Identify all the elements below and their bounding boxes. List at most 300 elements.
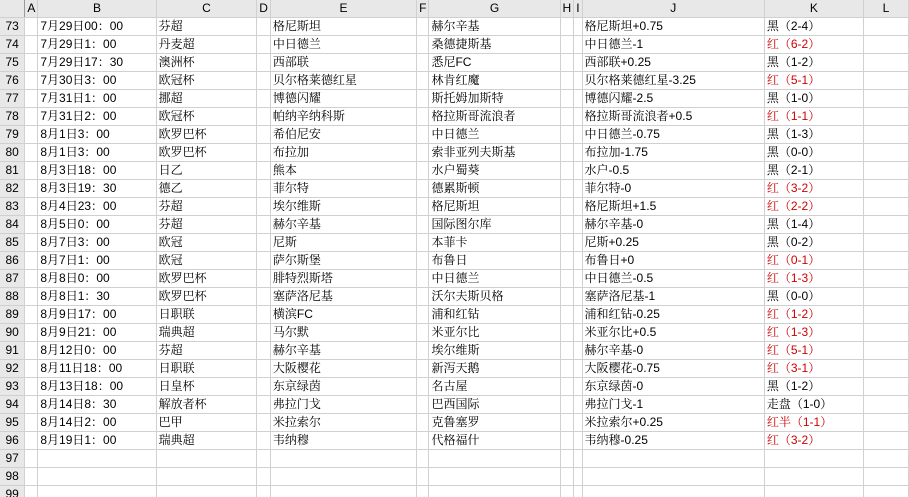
cell-H[interactable] (560, 342, 574, 360)
table-row[interactable] (0, 270, 909, 288)
cell-home-team[interactable]: 马尔默 (270, 324, 416, 342)
column-header-J[interactable]: J (582, 0, 764, 18)
cell-A[interactable] (25, 216, 38, 234)
cell-away-team[interactable]: 中日德兰 (429, 270, 560, 288)
cell-handicap[interactable]: 布鲁日+0 (582, 252, 764, 270)
table-row[interactable] (0, 396, 909, 414)
cell-date[interactable]: 8月13日18：00 (38, 378, 156, 396)
cell-handicap[interactable]: 塞萨洛尼基-1 (582, 288, 764, 306)
cell-F[interactable] (417, 396, 429, 414)
cell-F[interactable] (417, 432, 429, 450)
select-all-corner[interactable] (0, 0, 25, 18)
table-row[interactable] (0, 450, 909, 468)
cell-home-team[interactable]: 熊本 (270, 162, 416, 180)
cell-handicap[interactable]: 菲尔特-0 (582, 180, 764, 198)
row-header[interactable]: 83 (0, 198, 25, 216)
cell-I[interactable] (574, 288, 582, 306)
cell-I[interactable] (574, 270, 582, 288)
cell-H[interactable] (560, 270, 574, 288)
cell-league[interactable]: 挪超 (156, 90, 257, 108)
cell-away-team[interactable]: 斯托姆加斯特 (429, 90, 560, 108)
cell-I[interactable] (574, 144, 582, 162)
cell-away-team[interactable]: 新泻天鹅 (429, 360, 560, 378)
cell-D[interactable] (257, 450, 271, 468)
table-row[interactable] (0, 72, 909, 90)
cell-D[interactable] (257, 180, 271, 198)
cell-league[interactable]: 日乙 (156, 162, 257, 180)
cell-date[interactable]: 8月14日2：00 (38, 414, 156, 432)
cell-H[interactable] (560, 162, 574, 180)
cell-L[interactable] (863, 306, 908, 324)
cell-home-team[interactable]: 东京绿茵 (270, 378, 416, 396)
cell-date[interactable] (38, 468, 156, 486)
cell-result[interactable]: 红（1-1） (764, 108, 863, 126)
cell-F[interactable] (417, 270, 429, 288)
column-header-L[interactable]: L (863, 0, 908, 18)
cell-I[interactable] (574, 360, 582, 378)
cell-result[interactable] (764, 468, 863, 486)
cell-date[interactable]: 8月4日23：00 (38, 198, 156, 216)
cell-F[interactable] (417, 288, 429, 306)
column-header-A[interactable]: A (25, 0, 38, 18)
cell-D[interactable] (257, 144, 271, 162)
table-row[interactable] (0, 288, 909, 306)
cell-handicap[interactable]: 弗拉门戈-1 (582, 396, 764, 414)
cell-D[interactable] (257, 396, 271, 414)
cell-result[interactable]: 红半（1-1） (764, 414, 863, 432)
row-header[interactable]: 86 (0, 252, 25, 270)
cell-league[interactable]: 德乙 (156, 180, 257, 198)
cell-D[interactable] (257, 342, 271, 360)
cell-handicap[interactable]: 贝尔格莱德红星-3.25 (582, 72, 764, 90)
cell-H[interactable] (560, 90, 574, 108)
cell-I[interactable] (574, 378, 582, 396)
cell-H[interactable] (560, 54, 574, 72)
cell-D[interactable] (257, 486, 271, 497)
cell-date[interactable]: 8月1日3：00 (38, 126, 156, 144)
cell-I[interactable] (574, 180, 582, 198)
cell-handicap[interactable]: 格尼斯坦+0.75 (582, 18, 764, 36)
cell-league[interactable]: 瑞典超 (156, 324, 257, 342)
row-header[interactable]: 80 (0, 144, 25, 162)
cell-L[interactable] (863, 126, 908, 144)
cell-L[interactable] (863, 180, 908, 198)
cell-away-team[interactable]: 米亚尔比 (429, 324, 560, 342)
cell-I[interactable] (574, 432, 582, 450)
row-header[interactable]: 75 (0, 54, 25, 72)
cell-home-team[interactable]: 埃尔维斯 (270, 198, 416, 216)
cell-date[interactable]: 7月31日1：00 (38, 90, 156, 108)
cell-result[interactable]: 红（6-2） (764, 36, 863, 54)
cell-home-team[interactable]: 赫尔辛基 (270, 216, 416, 234)
table-row[interactable] (0, 324, 909, 342)
cell-date[interactable]: 8月7日3：00 (38, 234, 156, 252)
cell-result[interactable]: 红（0-1） (764, 252, 863, 270)
row-header[interactable]: 98 (0, 468, 25, 486)
cell-date[interactable]: 8月14日8：30 (38, 396, 156, 414)
cell-A[interactable] (25, 360, 38, 378)
cell-A[interactable] (25, 450, 38, 468)
cell-D[interactable] (257, 90, 271, 108)
column-header-H[interactable]: H (560, 0, 574, 18)
table-row[interactable] (0, 360, 909, 378)
cell-handicap[interactable] (582, 468, 764, 486)
cell-result[interactable]: 红（1-3） (764, 270, 863, 288)
cell-A[interactable] (25, 486, 38, 497)
table-row[interactable] (0, 306, 909, 324)
cell-date[interactable]: 7月29日17：30 (38, 54, 156, 72)
cell-league[interactable]: 欧罗巴杯 (156, 270, 257, 288)
cell-home-team[interactable]: 赫尔辛基 (270, 342, 416, 360)
cell-H[interactable] (560, 486, 574, 497)
cell-handicap[interactable]: 中日德兰-0.75 (582, 126, 764, 144)
table-row[interactable] (0, 234, 909, 252)
cell-D[interactable] (257, 468, 271, 486)
cell-date[interactable]: 8月9日17：00 (38, 306, 156, 324)
cell-date[interactable]: 8月19日1：00 (38, 432, 156, 450)
cell-I[interactable] (574, 396, 582, 414)
cell-handicap[interactable]: 格尼斯坦+1.5 (582, 198, 764, 216)
cell-L[interactable] (863, 432, 908, 450)
cell-league[interactable]: 芬超 (156, 198, 257, 216)
cell-handicap[interactable]: 赫尔辛基-0 (582, 216, 764, 234)
cell-F[interactable] (417, 378, 429, 396)
cell-L[interactable] (863, 162, 908, 180)
row-header[interactable]: 78 (0, 108, 25, 126)
cell-result[interactable]: 红（3-2） (764, 432, 863, 450)
table-row[interactable] (0, 252, 909, 270)
row-header[interactable]: 76 (0, 72, 25, 90)
cell-handicap[interactable]: 赫尔辛基-0 (582, 342, 764, 360)
cell-F[interactable] (417, 162, 429, 180)
cell-away-team[interactable]: 名古屋 (429, 378, 560, 396)
cell-handicap[interactable]: 韦纳穆-0.25 (582, 432, 764, 450)
cell-home-team[interactable] (270, 486, 416, 497)
cell-I[interactable] (574, 486, 582, 497)
cell-home-team[interactable]: 腓特烈斯塔 (270, 270, 416, 288)
cell-league[interactable]: 欧冠 (156, 234, 257, 252)
table-row[interactable] (0, 342, 909, 360)
cell-A[interactable] (25, 90, 38, 108)
cell-result[interactable] (764, 486, 863, 497)
cell-D[interactable] (257, 414, 271, 432)
cell-I[interactable] (574, 198, 582, 216)
cell-F[interactable] (417, 450, 429, 468)
cell-F[interactable] (417, 108, 429, 126)
cell-league[interactable]: 欧罗巴杯 (156, 144, 257, 162)
cell-L[interactable] (863, 324, 908, 342)
cell-result[interactable]: 红（3-2） (764, 180, 863, 198)
cell-home-team[interactable]: 大阪樱花 (270, 360, 416, 378)
cell-A[interactable] (25, 126, 38, 144)
table-row[interactable] (0, 432, 909, 450)
cell-date[interactable]: 8月8日1：30 (38, 288, 156, 306)
cell-L[interactable] (863, 90, 908, 108)
row-header[interactable]: 90 (0, 324, 25, 342)
cell-H[interactable] (560, 468, 574, 486)
cell-F[interactable] (417, 180, 429, 198)
cell-D[interactable] (257, 54, 271, 72)
row-header[interactable]: 97 (0, 450, 25, 468)
cell-league[interactable]: 解放者杯 (156, 396, 257, 414)
cell-I[interactable] (574, 162, 582, 180)
cell-I[interactable] (574, 450, 582, 468)
table-row[interactable] (0, 144, 909, 162)
table-row[interactable] (0, 18, 909, 36)
cell-L[interactable] (863, 198, 908, 216)
cell-handicap[interactable]: 米拉索尔+0.25 (582, 414, 764, 432)
cell-H[interactable] (560, 198, 574, 216)
cell-league[interactable]: 欧冠杯 (156, 72, 257, 90)
cell-away-team[interactable]: 巴西国际 (429, 396, 560, 414)
cell-away-team[interactable]: 悉尼FC (429, 54, 560, 72)
cell-H[interactable] (560, 324, 574, 342)
cell-result[interactable]: 黑（2-1） (764, 162, 863, 180)
cell-result[interactable]: 红（1-3） (764, 324, 863, 342)
cell-H[interactable] (560, 306, 574, 324)
cell-A[interactable] (25, 144, 38, 162)
cell-result[interactable]: 黑（1-2） (764, 54, 863, 72)
cell-D[interactable] (257, 36, 271, 54)
cell-I[interactable] (574, 234, 582, 252)
table-row[interactable] (0, 180, 909, 198)
cell-league[interactable]: 巴甲 (156, 414, 257, 432)
cell-date[interactable]: 8月3日18：00 (38, 162, 156, 180)
cell-L[interactable] (863, 414, 908, 432)
cell-I[interactable] (574, 108, 582, 126)
cell-H[interactable] (560, 396, 574, 414)
cell-home-team[interactable]: 横滨FC (270, 306, 416, 324)
cell-H[interactable] (560, 18, 574, 36)
table-row[interactable] (0, 198, 909, 216)
cell-A[interactable] (25, 324, 38, 342)
cell-D[interactable] (257, 378, 271, 396)
cell-D[interactable] (257, 324, 271, 342)
cell-handicap[interactable]: 布拉加-1.75 (582, 144, 764, 162)
cell-result[interactable]: 黑（0-2） (764, 234, 863, 252)
cell-L[interactable] (863, 486, 908, 497)
cell-A[interactable] (25, 198, 38, 216)
cell-result[interactable] (764, 450, 863, 468)
cell-D[interactable] (257, 432, 271, 450)
cell-I[interactable] (574, 126, 582, 144)
row-header[interactable]: 89 (0, 306, 25, 324)
cell-league[interactable]: 澳洲杯 (156, 54, 257, 72)
cell-D[interactable] (257, 270, 271, 288)
cell-A[interactable] (25, 342, 38, 360)
cell-home-team[interactable] (270, 468, 416, 486)
cell-L[interactable] (863, 342, 908, 360)
cell-I[interactable] (574, 72, 582, 90)
cell-L[interactable] (863, 396, 908, 414)
cell-L[interactable] (863, 288, 908, 306)
cell-I[interactable] (574, 324, 582, 342)
cell-L[interactable] (863, 108, 908, 126)
cell-D[interactable] (257, 288, 271, 306)
row-header[interactable]: 93 (0, 378, 25, 396)
cell-away-team[interactable]: 埃尔维斯 (429, 342, 560, 360)
cell-L[interactable] (863, 216, 908, 234)
table-row[interactable] (0, 90, 909, 108)
cell-home-team[interactable]: 韦纳穆 (270, 432, 416, 450)
cell-home-team[interactable]: 菲尔特 (270, 180, 416, 198)
cell-home-team[interactable]: 布拉加 (270, 144, 416, 162)
cell-handicap[interactable]: 米亚尔比+0.5 (582, 324, 764, 342)
cell-handicap[interactable]: 大阪樱花-0.75 (582, 360, 764, 378)
cell-H[interactable] (560, 234, 574, 252)
cell-F[interactable] (417, 342, 429, 360)
table-row[interactable] (0, 162, 909, 180)
cell-A[interactable] (25, 108, 38, 126)
cell-result[interactable]: 红（5-1） (764, 72, 863, 90)
cell-H[interactable] (560, 126, 574, 144)
cell-away-team[interactable]: 克鲁塞罗 (429, 414, 560, 432)
cell-date[interactable] (38, 450, 156, 468)
cell-away-team[interactable]: 格尼斯坦 (429, 198, 560, 216)
cell-home-team[interactable]: 格尼斯坦 (270, 18, 416, 36)
cell-L[interactable] (863, 270, 908, 288)
cell-A[interactable] (25, 54, 38, 72)
cell-F[interactable] (417, 414, 429, 432)
cell-home-team[interactable]: 米拉索尔 (270, 414, 416, 432)
cell-H[interactable] (560, 378, 574, 396)
cell-H[interactable] (560, 432, 574, 450)
cell-F[interactable] (417, 72, 429, 90)
cell-I[interactable] (574, 36, 582, 54)
cell-date[interactable]: 7月29日1：00 (38, 36, 156, 54)
table-row[interactable] (0, 36, 909, 54)
cell-result[interactable]: 红（3-1） (764, 360, 863, 378)
row-header[interactable]: 92 (0, 360, 25, 378)
cell-date[interactable]: 8月8日0：00 (38, 270, 156, 288)
cell-handicap[interactable]: 博德闪耀-2.5 (582, 90, 764, 108)
cell-result[interactable]: 黑（0-0） (764, 144, 863, 162)
cell-H[interactable] (560, 252, 574, 270)
cell-handicap[interactable] (582, 486, 764, 497)
cell-I[interactable] (574, 468, 582, 486)
cell-F[interactable] (417, 252, 429, 270)
cell-home-team[interactable]: 帕纳辛纳科斯 (270, 108, 416, 126)
cell-date[interactable]: 7月31日2：00 (38, 108, 156, 126)
cell-date[interactable]: 8月9日21：00 (38, 324, 156, 342)
cell-result[interactable]: 红（2-2） (764, 198, 863, 216)
cell-H[interactable] (560, 216, 574, 234)
cell-home-team[interactable]: 弗拉门戈 (270, 396, 416, 414)
column-header-I[interactable]: I (574, 0, 582, 18)
cell-away-team[interactable]: 桑德捷斯基 (429, 36, 560, 54)
cell-handicap[interactable]: 中日德兰-1 (582, 36, 764, 54)
cell-L[interactable] (863, 450, 908, 468)
cell-handicap[interactable]: 西部联+0.25 (582, 54, 764, 72)
cell-L[interactable] (863, 72, 908, 90)
cell-home-team[interactable]: 博德闪耀 (270, 90, 416, 108)
table-row[interactable] (0, 486, 909, 497)
cell-I[interactable] (574, 342, 582, 360)
cell-league[interactable] (156, 468, 257, 486)
table-row[interactable] (0, 108, 909, 126)
cell-D[interactable] (257, 216, 271, 234)
row-header[interactable]: 88 (0, 288, 25, 306)
cell-A[interactable] (25, 180, 38, 198)
cell-date[interactable]: 8月1日3：00 (38, 144, 156, 162)
cell-result[interactable]: 黑（1-0） (764, 90, 863, 108)
cell-result[interactable]: 红（5-1） (764, 342, 863, 360)
cell-A[interactable] (25, 72, 38, 90)
cell-L[interactable] (863, 36, 908, 54)
cell-A[interactable] (25, 36, 38, 54)
row-header[interactable]: 79 (0, 126, 25, 144)
cell-away-team[interactable]: 中日德兰 (429, 126, 560, 144)
cell-league[interactable]: 丹麦超 (156, 36, 257, 54)
cell-I[interactable] (574, 54, 582, 72)
cell-H[interactable] (560, 414, 574, 432)
cell-D[interactable] (257, 198, 271, 216)
row-header[interactable]: 77 (0, 90, 25, 108)
cell-A[interactable] (25, 468, 38, 486)
cell-A[interactable] (25, 432, 38, 450)
cell-F[interactable] (417, 306, 429, 324)
table-row[interactable] (0, 468, 909, 486)
cell-date[interactable]: 8月11日18：00 (38, 360, 156, 378)
cell-D[interactable] (257, 108, 271, 126)
table-row[interactable] (0, 414, 909, 432)
cell-A[interactable] (25, 378, 38, 396)
cell-I[interactable] (574, 18, 582, 36)
row-header[interactable]: 82 (0, 180, 25, 198)
row-header[interactable]: 81 (0, 162, 25, 180)
cell-away-team[interactable] (429, 468, 560, 486)
cell-away-team[interactable]: 德累斯顿 (429, 180, 560, 198)
cell-F[interactable] (417, 126, 429, 144)
cell-handicap[interactable]: 中日德兰-0.5 (582, 270, 764, 288)
cell-H[interactable] (560, 180, 574, 198)
cell-league[interactable]: 瑞典超 (156, 432, 257, 450)
cell-league[interactable]: 日职联 (156, 306, 257, 324)
cell-A[interactable] (25, 396, 38, 414)
column-header-G[interactable]: G (429, 0, 560, 18)
cell-league[interactable]: 欧冠 (156, 252, 257, 270)
cell-away-team[interactable]: 赫尔辛基 (429, 18, 560, 36)
cell-D[interactable] (257, 162, 271, 180)
cell-league[interactable] (156, 486, 257, 497)
cell-home-team[interactable]: 贝尔格莱德红星 (270, 72, 416, 90)
table-row[interactable] (0, 54, 909, 72)
cell-away-team[interactable]: 布鲁日 (429, 252, 560, 270)
cell-L[interactable] (863, 378, 908, 396)
cell-F[interactable] (417, 90, 429, 108)
column-header-D[interactable]: D (257, 0, 271, 18)
cell-home-team[interactable] (270, 450, 416, 468)
cell-date[interactable]: 7月30日3：00 (38, 72, 156, 90)
cell-date[interactable]: 8月5日0：00 (38, 216, 156, 234)
cell-F[interactable] (417, 216, 429, 234)
cell-away-team[interactable]: 林肯红魔 (429, 72, 560, 90)
cell-A[interactable] (25, 270, 38, 288)
cell-date[interactable] (38, 486, 156, 497)
table-row[interactable] (0, 216, 909, 234)
cell-result[interactable]: 黑（1-3） (764, 126, 863, 144)
cell-A[interactable] (25, 306, 38, 324)
cell-date[interactable]: 7月29日00：00 (38, 18, 156, 36)
cell-L[interactable] (863, 234, 908, 252)
row-header[interactable]: 84 (0, 216, 25, 234)
cell-league[interactable] (156, 450, 257, 468)
cell-D[interactable] (257, 360, 271, 378)
cell-date[interactable]: 8月3日19：30 (38, 180, 156, 198)
cell-D[interactable] (257, 18, 271, 36)
cell-home-team[interactable]: 尼斯 (270, 234, 416, 252)
row-header[interactable]: 85 (0, 234, 25, 252)
